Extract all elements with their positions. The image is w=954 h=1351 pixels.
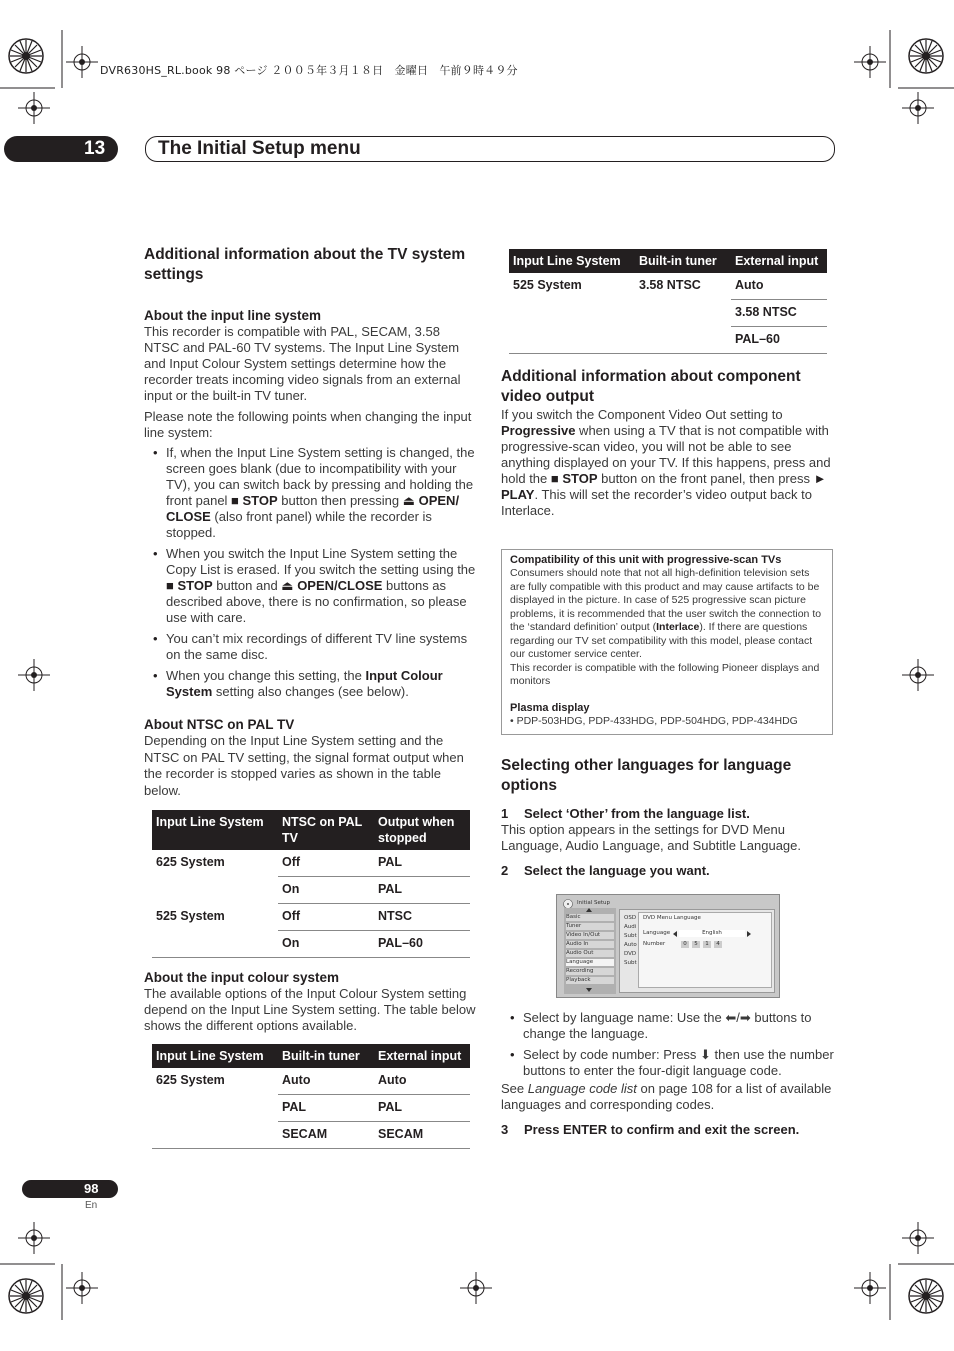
list-item: • If, when the Input Line System setting is changed, the screen goes blank (due to incompatibility with your TV), you can switch back by pressing and holding the front panel ■ STOP button then pressing ⏏ OPEN/ CLOSE (also front panel) while the recorder is stopped. [144,445,478,541]
chapter-number: 13 [84,138,106,159]
table-header-row: Input Line System Built-in tuner External input [152,1044,470,1068]
screen-sub-panel: OSD Audi Subt Auto DVD Subt DVD Menu Language Language English Number 0 5 1 4 [619,909,775,993]
colour-system-table-525 [509,249,827,354]
list-item: • Select by code number: Press ⬇ then use the number buttons to enter the four-digit language code. [501,1047,835,1079]
page-number-tab [22,1180,118,1198]
language-tips [501,1010,835,1138]
table-row: On PAL [152,877,470,904]
list-item: • Select by language name: Use the ⬅/➡ buttons to change the language. [501,1010,835,1042]
compatibility-note-box [501,549,833,735]
note-title: Compatibility of this unit with progressive-scan TVs [510,554,782,566]
paragraph-colour-system: The available options of the Input Colour System setting depend on the Input Line System setting. The table below shows the different options available. [144,986,476,1033]
step-1-description: This option appears in the settings for DVD Menu Language, Audio Language, and Subtitle Language. [501,822,801,853]
paragraph-ntsc: Depending on the Input Line System setting and the NTSC on PAL TV setting, the signal format output when the recorder is stopped varies as shown in the table below. [144,733,464,798]
page-number: 98 [84,1181,99,1196]
table-row: PAL–60 [509,327,827,354]
note-text: Consumers should note that not all high-definition television sets are fully compatible with this product and may cause artifacts to be displayed in the picture. In case of 525 progressive scan picture problems, it is recommended that the user switch the connection to the ‘standard definition’ output (Interlace). If there are questions regarding our TV set compatibility with this model, please contact our customer service center. [510,567,822,660]
colour-system-table-625 [152,1044,470,1149]
file-info-line: DVR630HS_RL.book 98 ページ ２００５年３月１８日 金曜日 午前９時４９分 [100,64,518,77]
chapter-title: The Initial Setup menu [158,138,361,159]
table-row: 3.58 NTSC [509,300,827,327]
plasma-display-heading: Plasma display [510,701,590,714]
paragraph-input-line-1: This recorder is compatible with PAL, SECAM, 3.58 NTSC and PAL-60 TV systems. The Input Line System and Input Colour System settings determine how the recorder treats incoming video signals from an external input or the built-in TV tuner. [144,324,461,403]
section-heading-language: Selecting other languages for language options [501,757,792,794]
step-3: 3 Press ENTER to confirm and exit the screen. [501,1122,800,1137]
paragraph-input-line-2: Please note the following points when changing the input line system: [144,409,472,440]
left-column [144,245,478,705]
table-row: 625 System Off PAL [152,850,470,877]
language-code-footer: En [85,1200,98,1211]
chapter-tab [4,136,118,162]
paragraph-component: If you switch the Component Video Out setting to Progressive when using a TV that is not compatible with progressive-scan video, you will not be able to see anything displayed on your TV. If this happens, press and hold the ■ STOP button on the front panel, then press ► PLAY. This will set the recorder’s video output back to Interlace. [501,407,831,518]
section-heading-component: Additional information about component video output [501,368,801,405]
screen-menu: Basic Tuner Video In/Out Audio In Audio Out Language Recording Playback [564,908,616,994]
table-row: 525 System 3.58 NTSC Auto [509,273,827,300]
table-row: 525 System Off NTSC [152,904,470,931]
initial-setup-screen-illustration [556,894,780,998]
language-selection-list [501,1010,835,1079]
plasma-display-models: • PDP-503HDG, PDP-433HDG, PDP-504HDG, PDP-434HDG [510,714,798,727]
list-item: • When you change this setting, the Input Colour System setting also changes (see below). [144,668,478,700]
subheading-input-line: About the input line system [144,308,322,323]
section-heading-tv-system: Additional information about the TV system settings [144,246,466,283]
note-compatible-displays: This recorder is compatible with the following Pioneer displays and monitors [510,661,820,687]
list-item: • When you switch the Input Line System setting the Copy List is erased. If you switch the setting using the ■ STOP button and ⏏ OPEN/CLOSE buttons as described above, there is no confirmation, so please use with care. [144,546,478,626]
screen-language-dialog: DVD Menu Language Language English Number 0 5 1 4 [638,912,772,988]
table-row: On PAL–60 [152,931,470,958]
screen-title: Initial Setup [577,900,610,906]
table-row: PAL PAL [152,1095,470,1122]
see-language-code-list: See Language code list on page 108 for a list of available languages and corresponding codes. [501,1081,832,1112]
list-item: • You can’t mix recordings of different TV line systems on the same disc. [144,631,478,663]
ntsc-output-table [152,810,470,958]
colour-section [144,969,478,1034]
table-header-row: Input Line System NTSC on PAL TV Output when stopped [152,810,470,850]
input-line-notes-list [144,445,478,700]
step-1: 1 Select ‘Other’ from the language list. [501,806,750,821]
chapter-title-box [145,136,835,162]
subheading-ntsc: About NTSC on PAL TV [144,717,295,732]
component-section [501,367,835,519]
step-2: 2 Select the language you want. [501,863,710,878]
language-section [501,756,835,879]
table-row: SECAM SECAM [152,1122,470,1149]
table-header-row: Input Line System Built-in tuner External input [509,249,827,273]
table-row: 625 System Auto Auto [152,1068,470,1095]
subheading-colour-system: About the input colour system [144,970,340,985]
ntsc-section [144,716,478,799]
